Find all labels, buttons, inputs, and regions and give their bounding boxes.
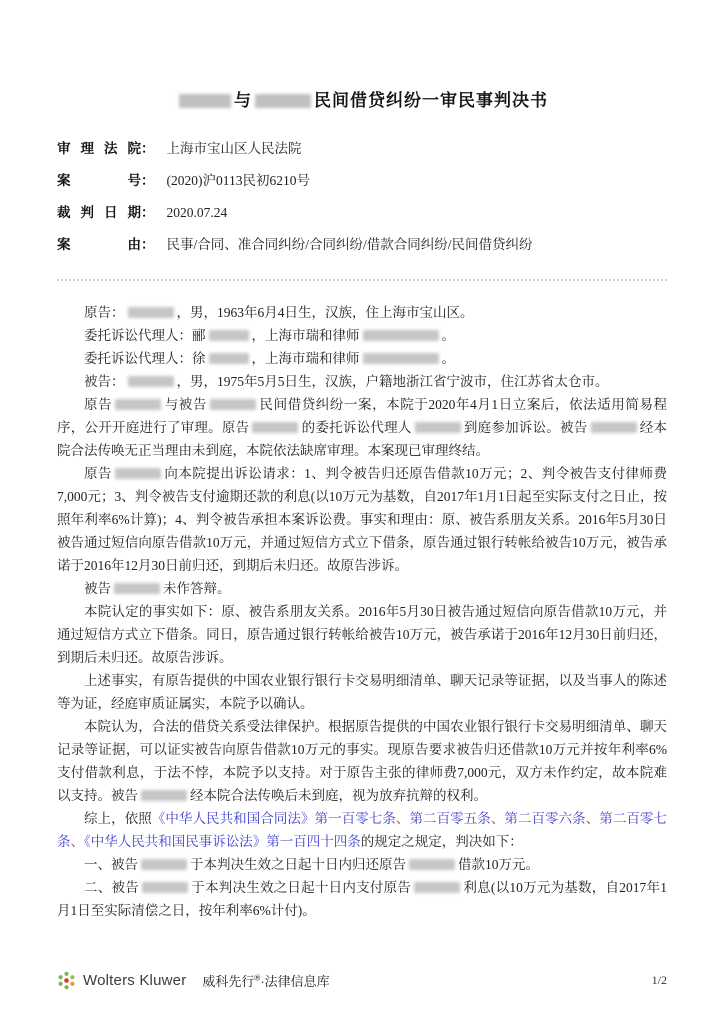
meta-label: [57, 201, 141, 221]
case-meta-block: [57, 137, 667, 265]
meta-label-char: 院: [127, 141, 141, 156]
redacted-text: [363, 330, 439, 341]
meta-label-char: 由: [127, 237, 141, 252]
text-segment: 未作答辩。: [163, 581, 231, 596]
meta-colon: ：: [141, 173, 155, 188]
text-segment: 被告: [84, 581, 111, 596]
text-segment: 于本判决生效之日起十日内归还原告: [190, 857, 406, 872]
text-segment: 原告: [84, 466, 112, 481]
redacted-text: [115, 399, 161, 410]
meta-label-char: 裁: [57, 205, 71, 220]
meta-row: [57, 201, 667, 233]
link-separator: 、: [70, 834, 84, 849]
meta-label-char: 判: [80, 205, 94, 220]
meta-label-char: 理: [80, 141, 94, 156]
meta-label-char: 法: [104, 141, 118, 156]
footer-branding: [57, 971, 330, 990]
text-segment: 经本院合法传唤无正当理由未到庭，本院依法缺席审理。本案现已审理终结。: [57, 420, 668, 458]
redacted-text: [591, 422, 637, 433]
dotted-separator: [57, 279, 667, 281]
redacted-text: [128, 307, 174, 318]
text-segment: 本院认为，合法的借贷关系受法律保护。根据原告提供的中国农业银行银行卡交易明细清单、聊天记录等证据，可以证实被告向原告借款10万元的事实。现原告要求被告归还借款10万元并按年利率6%支付借款利息，于法不悖，本院予以支持。对于原告主张的律师费7,000元，双方未作约定，故本院难以支持。被告: [57, 719, 667, 803]
document-content: [0, 86, 724, 922]
judgment-paragraph: [57, 853, 667, 876]
judgment-paragraph: [57, 600, 667, 669]
law-article-link[interactable]: 第二百零五条: [409, 811, 491, 826]
wolters-kluwer-logo-icon: [57, 971, 76, 990]
text-segment: 本院认定的事实如下：原、被告系朋友关系。2016年5月30日被告通过短信向原告借款10万元，并通过短信方式立下借条。同日，原告通过银行转帐给被告10万元，被告承诺于2016年12月30日前归还，到期后未归还。故原告涉诉。: [57, 604, 667, 665]
brand-name: Wolters Kluwer: [83, 972, 187, 989]
judgment-paragraph: [57, 393, 667, 462]
redacted-text: [414, 882, 460, 893]
text-segment: ，男，1975年5月5日生，汉族，户籍地浙江省宁波市，住江苏省太仓市。: [176, 374, 609, 389]
link-separator: 、: [490, 811, 505, 826]
text-segment: 。: [441, 351, 455, 366]
law-article-link[interactable]: 第一百零七条: [314, 811, 396, 826]
judgment-paragraph: [57, 301, 667, 324]
redacted-text: [128, 376, 174, 387]
text-segment: 一、被告: [84, 857, 138, 872]
judgment-paragraph: [57, 876, 667, 922]
text-segment: 被告：: [84, 374, 125, 389]
redacted-text: [255, 94, 311, 108]
text-segment: ，男，1963年6月4日生，汉族，住上海市宝山区。: [176, 305, 474, 320]
judgment-paragraph: [57, 807, 667, 853]
meta-label-char: 日: [104, 205, 118, 220]
text-segment: ，上海市瑞和律师: [251, 351, 360, 366]
redacted-text: [209, 330, 249, 341]
redacted-text: [363, 353, 439, 364]
text-segment: 于本判决生效之日起十日内支付原告: [190, 880, 412, 895]
text-segment: 二、被告: [84, 880, 139, 895]
meta-row: [57, 137, 667, 169]
text-segment: 经本院合法传唤后未到庭，视为放弃抗辩的权利。: [190, 788, 487, 803]
page-number: 1/2: [651, 973, 667, 987]
redacted-text: [415, 422, 461, 433]
judgment-paragraph: [57, 370, 667, 393]
text-segment: 民间借贷纠纷一审民事判决书: [314, 91, 548, 110]
text-segment: 委托诉讼代理人：徐: [84, 351, 206, 366]
text-segment: 综上，依照: [84, 811, 152, 826]
link-separator: 、: [585, 811, 600, 826]
meta-value: 民事/合同、准合同纠纷/合同纠纷/借款合同纠纷/民间借贷纠纷: [166, 237, 533, 252]
text-segment: ，上海市瑞和律师: [251, 328, 360, 343]
meta-value: (2020)沪0113民初6210号: [166, 173, 310, 188]
judgment-paragraph: [57, 324, 667, 347]
product-name: 威科先行®·法律信息库: [202, 973, 330, 989]
redacted-text: [210, 399, 256, 410]
meta-label: [57, 233, 141, 253]
redacted-text: [141, 859, 187, 870]
text-segment: 的委托诉讼代理人: [301, 420, 412, 435]
meta-colon: ：: [141, 237, 155, 252]
judgment-paragraph: [57, 462, 667, 577]
meta-value: 2020.07.24: [166, 205, 228, 220]
meta-label: [57, 169, 141, 189]
text-segment: 与被告: [164, 397, 207, 412]
meta-label-char: 审: [57, 141, 71, 156]
meta-label-char: 期: [127, 205, 141, 220]
text-segment: 到庭参加诉讼。被告: [463, 420, 588, 435]
meta-label-char: 案: [57, 237, 71, 252]
page-footer: [57, 971, 667, 990]
link-separator: 、: [395, 811, 410, 826]
law-article-link[interactable]: 第二百零七条: [57, 811, 668, 849]
redacted-text: [252, 422, 298, 433]
meta-label: [57, 137, 141, 157]
meta-row: [57, 169, 667, 201]
redacted-text: [409, 859, 455, 870]
meta-label-char: 号: [127, 173, 141, 188]
text-segment: 上述事实，有原告提供的中国农业银行银行卡交易明细清单、聊天记录等证据，以及当事人的陈述等为证，经庭审质证属实，本院予以确认。: [57, 673, 667, 711]
redacted-text: [141, 790, 187, 801]
redacted-text: [209, 353, 249, 364]
meta-colon: ：: [141, 141, 155, 156]
text-segment: 利息(以10万元为基数，自2017年1月1日至实际清偿之日，按年利率6%计付)。: [57, 880, 668, 918]
text-segment: 与: [234, 91, 252, 110]
judgment-paragraph: [57, 347, 667, 370]
law-article-link[interactable]: 《中华人民共和国民事诉讼法》: [84, 834, 267, 849]
text-segment: 委托诉讼代理人：郦: [84, 328, 206, 343]
meta-value: 上海市宝山区人民法院: [166, 141, 302, 156]
judgment-body-text: [57, 301, 667, 922]
text-segment: 的规定之规定，判决如下：: [360, 834, 523, 849]
law-article-link[interactable]: 第二百零六条: [504, 811, 586, 826]
redacted-text: [142, 882, 188, 893]
law-article-link[interactable]: 《中华人民共和国合同法》: [151, 811, 315, 826]
text-segment: 。: [441, 328, 455, 343]
redacted-text: [114, 583, 160, 594]
redacted-text: [179, 94, 231, 108]
text-segment: 原告：: [84, 305, 125, 320]
document-title: [57, 86, 667, 111]
text-segment: 民间借贷纠纷一案，本院于2020年4月1日立案后，依法适用简易程序，公开开庭进行了审理。原告: [57, 397, 668, 435]
meta-colon: ：: [141, 205, 155, 220]
text-segment: 向本院提出诉讼请求：1、判令被告归还原告借款10万元；2、判令被告支付律师费7,000元；3、判令被告支付逾期还款的利息(以10万元为基数，自2017年1月1日起至实际支付之日止，按照年利率6%计算)；4、判令被告承担本案诉讼费。事实和理由：原、被告系朋友关系。2016年5月30日被告通过短信向原告借款10万元，并通过短信方式立下借条，原告通过银行转帐给被告10万元，被告承诺于2016年12月30日前归还，到期后未归还。故原告涉诉。: [57, 466, 668, 573]
judgment-paragraph: [57, 669, 667, 715]
law-article-link[interactable]: 第一百四十四条: [266, 834, 361, 849]
redacted-text: [115, 468, 161, 479]
judgment-paragraph: [57, 715, 667, 807]
meta-label-char: 案: [57, 173, 71, 188]
meta-row: [57, 233, 667, 265]
text-segment: 原告: [84, 397, 113, 412]
text-segment: 借款10万元。: [458, 857, 539, 872]
judgment-paragraph: [57, 577, 667, 600]
